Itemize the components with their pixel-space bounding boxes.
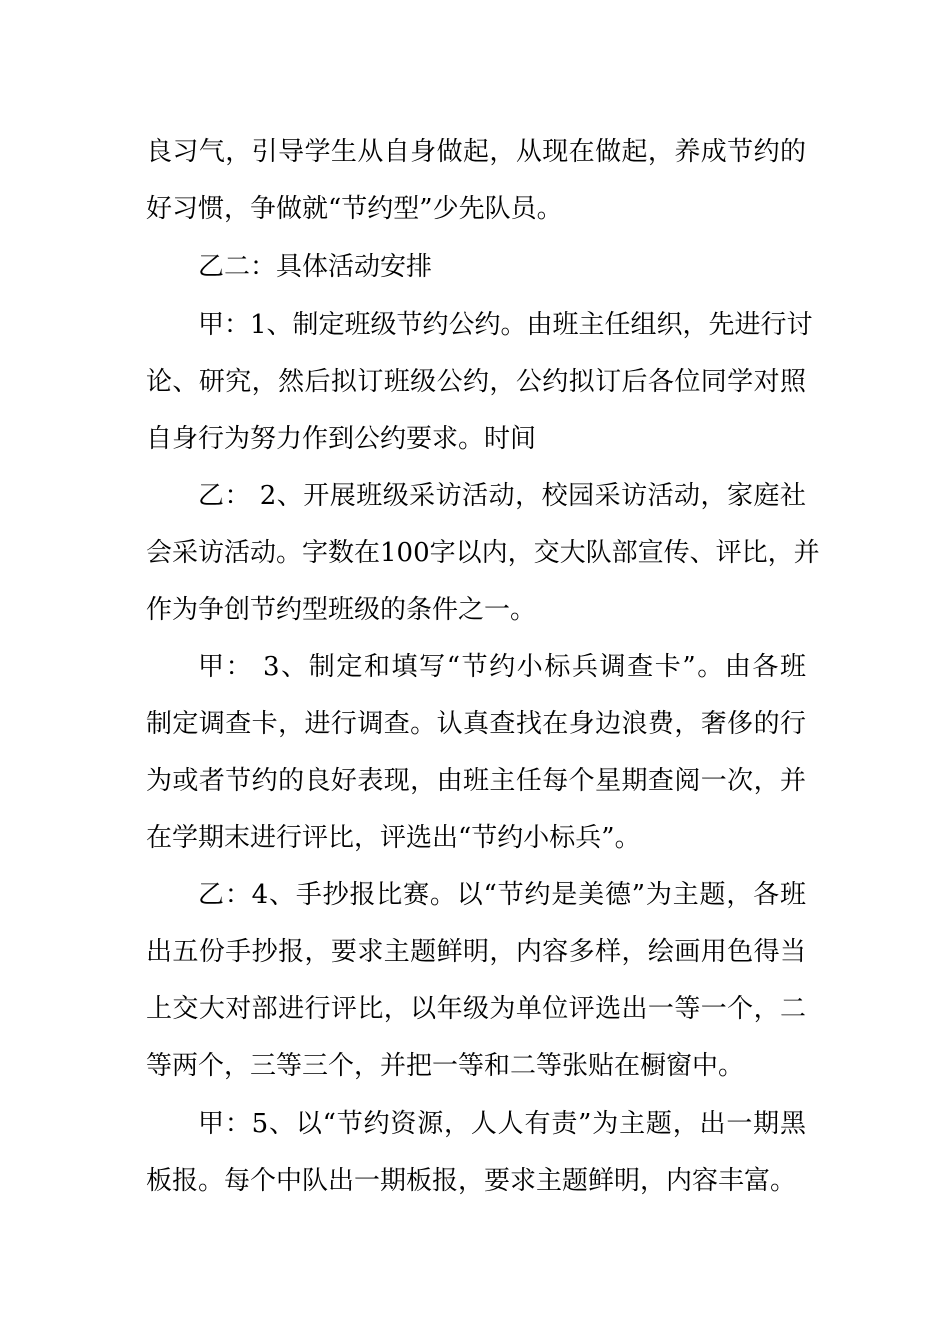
- text-line-2: 好习惯，争做就“节约型”少先队员。: [146, 194, 563, 224]
- text-line-16: 上交大对部进行评比，以年级为单位评选出一等一个，二: [146, 994, 806, 1024]
- section-heading: 乙二：具体活动安排: [198, 252, 433, 282]
- text-line-5: 论、研究，然后拟订班级公约，公约拟订后各位同学对照: [146, 367, 806, 397]
- text-line-10: 甲： 3、制定和填写“节约小标兵调查卡”。由各班: [198, 652, 806, 682]
- text-line-12: 为或者节约的良好表现，由班主任每个星期查阅一次，并: [146, 766, 806, 796]
- text-line-6: 自身行为努力作到公约要求。时间: [146, 424, 537, 454]
- text-line-17: 等两个，三等三个，并把一等和二等张贴在橱窗中。: [146, 1051, 745, 1081]
- text-line-18: 甲：5、以“节约资源，人人有责”为主题，出一期黑: [198, 1109, 806, 1139]
- text-line-9: 作为争创节约型班级的条件之一。: [146, 595, 537, 625]
- text-line-11: 制定调查卡，进行调查。认真查找在身边浪费，奢侈的行: [146, 709, 806, 739]
- text-line-7: 乙： 2、开展班级采访活动，校园采访活动，家庭社: [198, 481, 806, 511]
- text-line-13: 在学期末进行评比，评选出“节约小标兵”。: [146, 823, 641, 853]
- text-line-8: 会采访活动。字数在100字以内，交大队部宣传、评比，并: [146, 538, 820, 568]
- text-line-1: 良习气，引导学生从自身做起，从现在做起，养成节约的: [146, 137, 806, 167]
- text-line-15: 出五份手抄报，要求主题鲜明，内容多样，绘画用色得当: [146, 937, 806, 967]
- text-line-4: 甲：1、制定班级节约公约。由班主任组织，先进行讨: [198, 310, 813, 340]
- text-line-19: 板报。每个中队出一期板报，要求主题鲜明，内容丰富。: [146, 1166, 797, 1196]
- text-line-14: 乙：4、手抄报比赛。以“节约是美德”为主题，各班: [198, 880, 806, 910]
